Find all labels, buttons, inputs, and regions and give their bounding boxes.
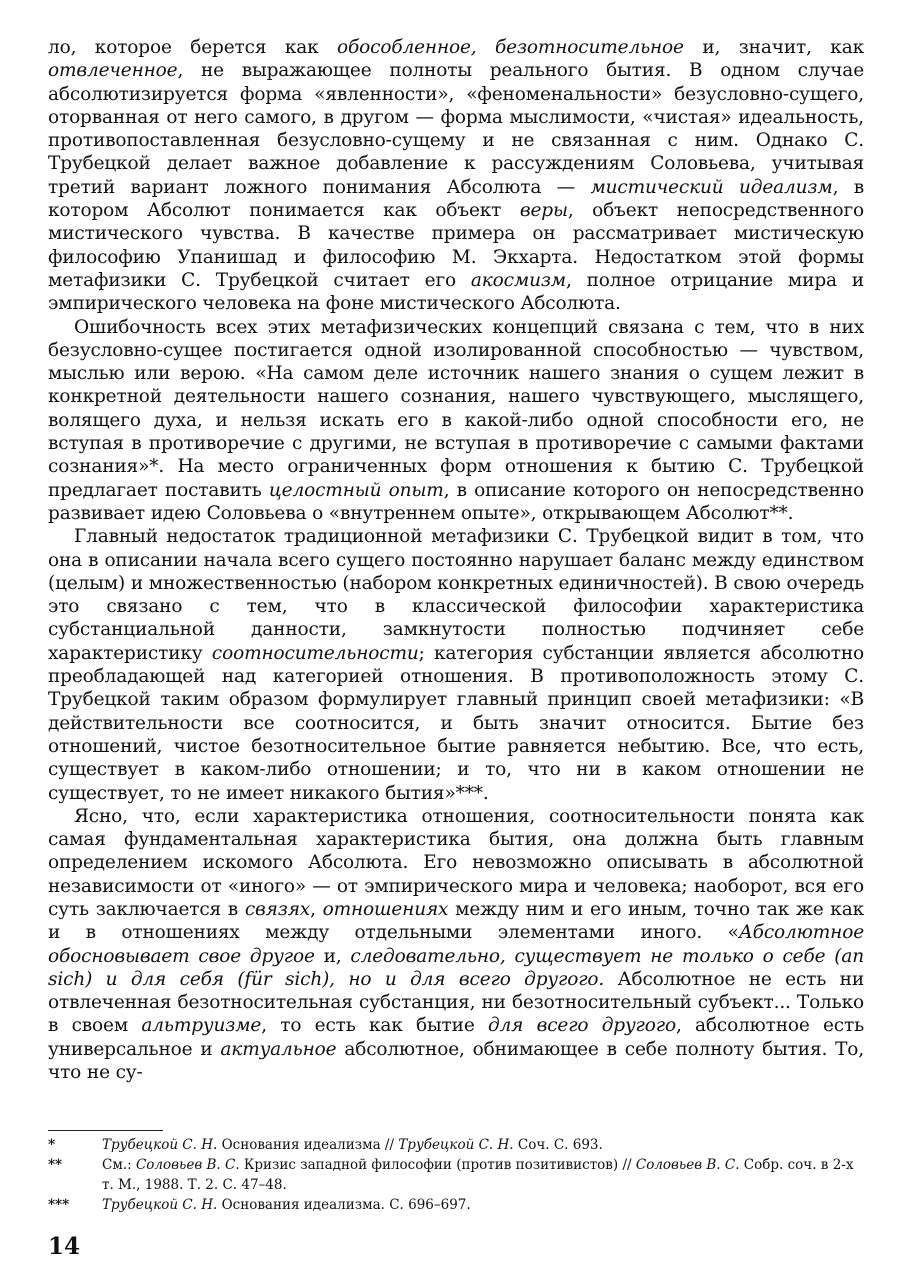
- italic-run: Трубецкой С. Н.: [398, 1137, 514, 1153]
- italic-run: для всего другого: [487, 1015, 676, 1037]
- italic-run: акосмизм: [470, 269, 566, 291]
- paragraph: [48, 316, 864, 526]
- page-content: [48, 36, 864, 1084]
- italic-run: актуальное: [220, 1038, 337, 1060]
- text-run: Кризис западной философии (против позитивистов) //: [239, 1157, 636, 1173]
- text-run: и,: [314, 945, 351, 967]
- text-run: ло, которое берется как: [48, 37, 338, 58]
- italic-run: Абсолютное обосновывает свое другое: [48, 922, 864, 967]
- italic-run: Соловьев В. С.: [635, 1157, 740, 1173]
- text-run: ,: [310, 898, 323, 920]
- footnote-mark: ***: [48, 1197, 70, 1213]
- text-run: , абсолютное есть универсальное и: [48, 1015, 864, 1060]
- italic-run: обособленное, безотносительное: [337, 37, 684, 58]
- text-run: , объект непосредственного мистического чувства. В качестве примера он рассматривает мистическую философию Упанишад и философию М. Экхарта. Недостатком этой формы метафизики С. Трубецкой считает его: [48, 200, 864, 291]
- italic-run: веры: [519, 200, 568, 222]
- footnote-divider: [48, 1130, 163, 1131]
- text-run: и, значит, как: [683, 37, 865, 58]
- paragraph: [48, 36, 864, 316]
- footnote: [48, 1195, 864, 1215]
- footnote-mark: **: [48, 1157, 63, 1173]
- footnote-text: [102, 1195, 864, 1215]
- text-run: абсолютное, обнимающее в себе полноту бытия. То, что не су-: [48, 1038, 865, 1084]
- footnotes: [48, 1135, 864, 1215]
- text-run: Ошибочность всех этих метафизических концепций связана с тем, что в них безусловно-сущее постигается одной изолированной способностью — чувством, мыслью или верою. «На самом деле источник нашего знания о сущем лежит в конкретной деятельности нашего сознания, нашего чувствующего, мыслящего, волящего духа, и нельзя искать его в какой-либо одной способности его, не вступая в противоречие с другими, не вступая в противоречие с самыми фактами сознания»*. На место ограниченных форм отношения к бытию С. Трубецкой предлагает поставить: [48, 316, 864, 501]
- italic-run: Соловьев В. С.: [135, 1157, 240, 1173]
- main-text: [48, 36, 864, 1084]
- text-run: Ясно, что, если характеристика отношения, соотносительности понята как самая фундаментальная характеристика бытия, она должна быть главным определением искомого Абсолюта. Его невозможно описывать в абсолютной независимости от «иного» — от эмпирического мира и человека; наоборот, вся его суть заключается в: [48, 805, 864, 920]
- footnote-text: [102, 1135, 864, 1155]
- italic-run: отношениях: [322, 898, 449, 920]
- text-run: Собр. соч. в 2-х т. М., 1988. Т. 2. С. 47–48.: [102, 1157, 854, 1193]
- italic-run: альтруизме: [141, 1015, 262, 1037]
- footnote: [48, 1135, 864, 1155]
- text-run: , то есть как бытие: [261, 1015, 488, 1037]
- text-run: Абсолютное не есть ни отвлеченная безотносительная субстанция, ни безотносительный субъект... Только в своем: [48, 968, 865, 1037]
- text-run: Главный недостаток традиционной метафизики С. Трубецкой видит в том, что она в описании начала всего сущего постоянно нарушает баланс между единством (целым) и множественностью (набором конкретных единичностей). В свою очередь это связано с тем, что в классической философии характеристика субстанциальной данности, замкнутости полностью подчиняет себе характеристику: [48, 526, 864, 664]
- text-run: , в котором Абсолют понимается как объект: [48, 176, 864, 222]
- italic-run: целостный опыт: [268, 479, 444, 501]
- text-run: , полное отрицание мира и эмпирического человека на фоне мистического Абсолюта.: [48, 269, 864, 315]
- italic-run: соотносительности: [211, 642, 419, 664]
- text-run: , не выражающее полноты реального бытия. В одном случае абсолютизируется форма «явленности», «феноменальности» безусловно-сущего, оторванная от него самого, в другом — форма мыслимости, «чистая» идеальность, противопоставленная безусловно-сущему и не связанная с ним. Однако С. Трубецкой делает важное добавление к рассуждениям Соловьева, учитывая третий вариант ложного понимания Абсолюта —: [48, 60, 864, 198]
- footnote: [48, 1155, 864, 1195]
- italic-run: отвлеченное: [48, 60, 178, 82]
- footnote-text: [102, 1155, 864, 1195]
- paragraph: [48, 805, 864, 1085]
- text-run: , в описание которого он непосредственно развивает идею Соловьева о «внутреннем опыте», открывающем Абсолют**.: [48, 479, 864, 524]
- italic-run: мистический идеализм: [590, 176, 833, 198]
- italic-run: Трубецкой С. Н.: [102, 1137, 218, 1153]
- italic-run: следовательно, существует не только о себе (an sich) и для себя (für sich), но и для всего другого.: [48, 945, 864, 990]
- text-run: См.:: [102, 1157, 136, 1173]
- text-run: ; категория субстанции является абсолютно преобладающей над категорией отношения. В противоположность этому С. Трубецкой таким образом формулирует главный принцип своей метафизики: «В действительности все соотносится, и быть значит относится. Бытие без отношений, чистое безотносительное бытие равняется небытию. Все, что есть, существует в каком-либо отношении; и то, что ни в каком отношении не существует, то не имеет никакого бытия»***.: [48, 642, 865, 804]
- italic-run: связях: [244, 898, 311, 920]
- footnote-mark: *: [48, 1137, 56, 1153]
- text-run: между ним и его иным, точно так же как и в отношениях между отдельными элементами иного. «: [48, 898, 865, 944]
- paragraph: [48, 525, 864, 805]
- page-number: 14: [48, 1233, 81, 1260]
- text-run: Соч. С. 693.: [513, 1137, 603, 1153]
- italic-run: Трубецкой С. Н.: [102, 1197, 218, 1213]
- text-run: Основания идеализма. С. 696–697.: [217, 1197, 471, 1213]
- text-run: Основания идеализма //: [217, 1137, 399, 1153]
